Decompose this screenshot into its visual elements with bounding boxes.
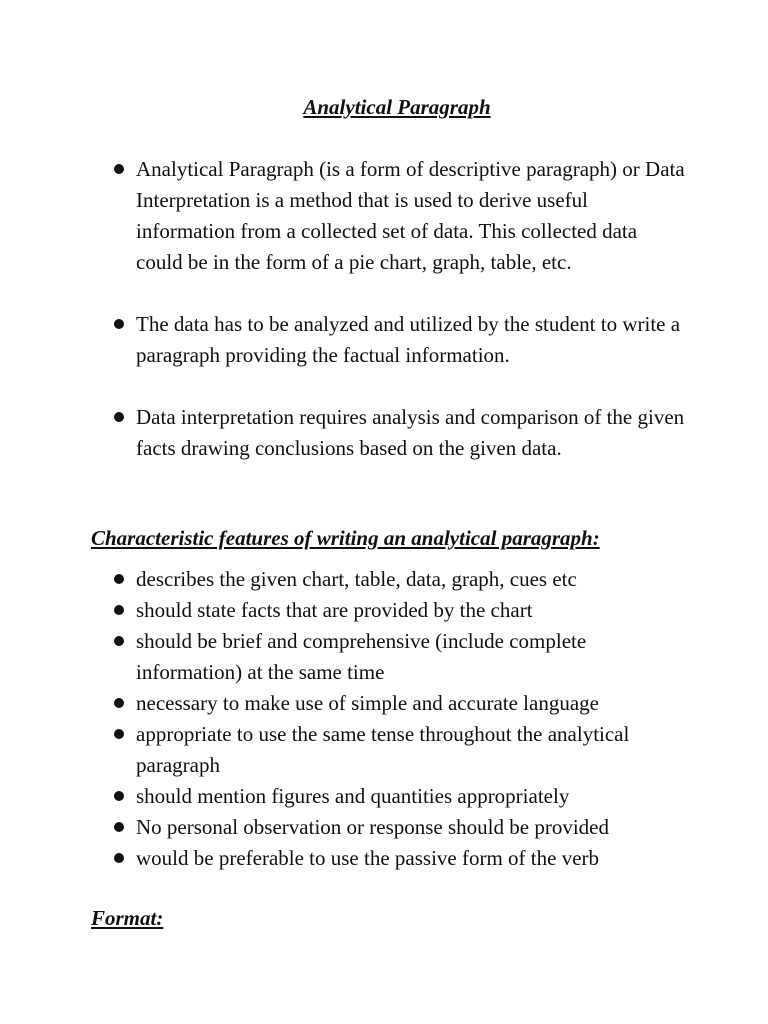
bullet-icon xyxy=(114,729,124,739)
bullet-icon xyxy=(114,698,124,708)
list-item xyxy=(108,812,688,843)
list-item-text: should state facts that are provided by the chart xyxy=(136,598,533,622)
list-item-text: should be brief and comprehensive (include complete information) at the same time xyxy=(136,629,587,684)
list-item xyxy=(108,154,688,278)
list-item xyxy=(108,843,688,874)
list-item xyxy=(108,402,688,464)
list-item xyxy=(108,781,688,812)
list-item xyxy=(108,564,688,595)
list-item-text: The data has to be analyzed and utilized by the student to write a paragraph providing the factual information. xyxy=(136,312,681,367)
bullet-icon xyxy=(114,412,124,422)
bullet-icon xyxy=(114,822,124,832)
bullet-icon xyxy=(114,164,124,174)
features-heading: Characteristic features of writing an analytical paragraph: xyxy=(91,526,600,550)
bullet-icon xyxy=(114,319,124,329)
bullet-icon xyxy=(114,636,124,646)
list-item-text: Analytical Paragraph (is a form of descriptive paragraph) or Data Interpretation is a method that is used to derive useful information from a collected set of data. This collected data could be in the form of a pie chart, graph, table, etc. xyxy=(136,157,685,274)
bullet-icon xyxy=(114,605,124,615)
bullet-icon xyxy=(114,574,124,584)
list-item xyxy=(108,688,688,719)
list-item-text: No personal observation or response should be provided xyxy=(136,815,609,839)
page-title: Analytical Paragraph xyxy=(303,95,491,119)
list-item-text: necessary to make use of simple and accurate language xyxy=(136,691,599,715)
bullet-icon xyxy=(114,791,124,801)
list-item xyxy=(108,309,688,371)
bullet-icon xyxy=(114,853,124,863)
list-item xyxy=(108,595,688,626)
list-item-text: describes the given chart, table, data, graph, cues etc xyxy=(136,567,577,591)
list-item xyxy=(108,626,688,688)
intro-list xyxy=(108,154,688,495)
list-item-text: appropriate to use the same tense throughout the analytical paragraph xyxy=(136,722,630,777)
format-heading: Format: xyxy=(91,906,164,930)
features-list xyxy=(108,564,688,874)
list-item xyxy=(108,719,688,781)
list-item-text: should mention figures and quantities appropriately xyxy=(136,784,570,808)
list-item-text: would be preferable to use the passive form of the verb xyxy=(136,846,600,870)
list-item-text: Data interpretation requires analysis and comparison of the given facts drawing conclusions based on the given data. xyxy=(136,405,685,460)
